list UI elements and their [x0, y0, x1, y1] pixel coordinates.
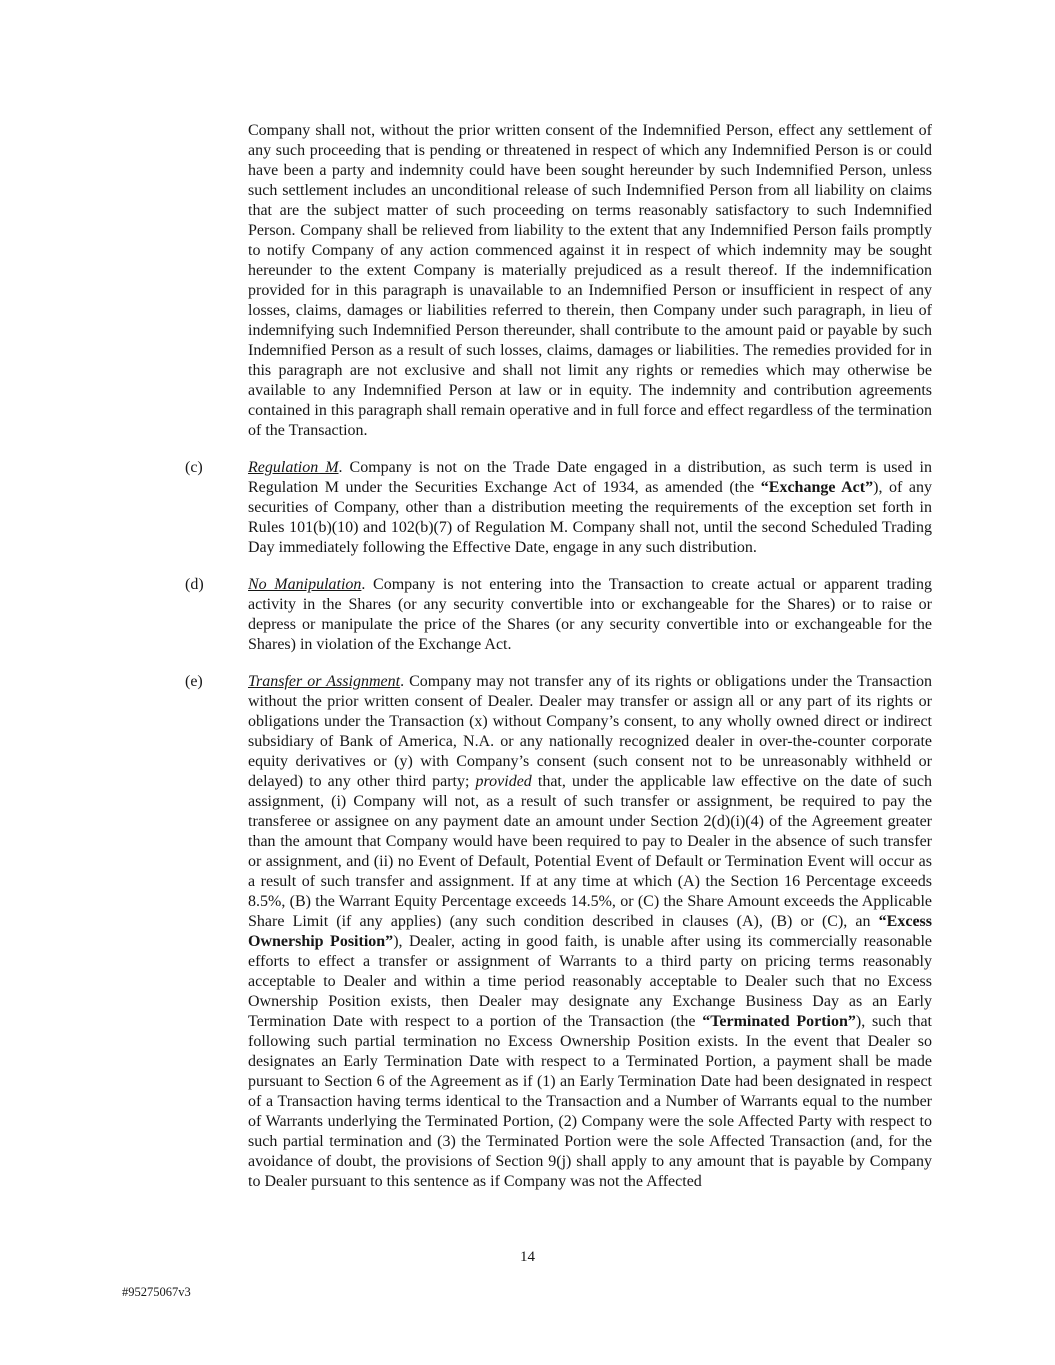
- text-run: No Manipulation: [248, 576, 362, 593]
- text-run: “Terminated Portion”: [702, 1013, 856, 1030]
- paragraph-text: [248, 575, 932, 655]
- text-run: Regulation M: [248, 459, 339, 476]
- text-run: Company shall not, without the prior written consent of the Indemnified Person, effect any settlement of any such proceeding that is pending or threatened in respect of which any Indemnified Person is or could have been a party and indemnity could have been sought hereunder by such Indemnified Person, unless such settlement includes an unconditional release of such Indemnified Person from all liability on claims that are the subject matter of such proceeding on terms reasonably satisfactory to such Indemnified Person. Company shall be relieved from liability to the extent that any Indemnified Person fails promptly to notify Company of any action commenced against it in respect of which indemnity may be sought hereunder to the extent Company is materially prejudiced as a result thereof. If the indemnification provided for in this paragraph is unavailable to an Indemnified Person or insufficient in respect of any losses, claims, damages or liabilities referred to therein, then Company under such paragraph, in lieu of indemnifying such Indemnified Person thereunder, shall contribute to the amount paid or payable by such Indemnified Person as a result of such losses, claims, damages or liabilities. The remedies provided for in this paragraph are not exclusive and shall not limit any rights or remedies which may otherwise be available to any Indemnified Person at law or in equity. The indemnity and contribution agreements contained in this paragraph shall remain operative and in full force and effect regardless of the termination of the Transaction.: [248, 122, 932, 439]
- text-run: “Excess Ownership Position”: [248, 913, 932, 950]
- paragraph: [185, 121, 932, 441]
- text-run: . Company is not entering into the Transaction to create actual or apparent trading activity in the Shares (or any security convertible into or exchangeable for the Shares) or to raise or depress or manipulate the price of the Shares (or any security convertible into or exchangeable for the Shares) in violation of the Exchange Act.: [248, 576, 933, 653]
- paragraph: [185, 458, 932, 558]
- text-run: “Exchange Act”: [760, 479, 874, 496]
- paragraph-label: [185, 121, 248, 441]
- text-run: ), Dealer, acting in good faith, is unable after using its commercially reasonable efforts to effect a transfer or assignment of Warrants to a third party on pricing terms reasonably acceptable to Dealer and within a time period reasonably acceptable to Dealer such that no Excess Ownership Position exists, then Dealer may designate any Exchange Business Day as an Early Termination Date with respect to a portion of the Transaction (the: [248, 933, 933, 1030]
- paragraph: [185, 672, 932, 1192]
- page-number: 14: [520, 1249, 535, 1265]
- paragraph-label: (e): [185, 673, 203, 690]
- paragraph-text: [248, 121, 932, 441]
- paragraph-text: [248, 458, 932, 558]
- text-run: ), of any securities of Company, other than a distribution meeting the requirements of the exception set forth in Rules 101(b)(10) and 102(b)(7) of Regulation M. Company shall not, until the second Scheduled Trading Day immediately following the Effective Date, engage in any such distribution.: [248, 479, 932, 556]
- text-run: that, under the applicable law effective on the date of such assignment, (i) Company will not, as a result of such transfer or assignment, be required to pay the transferee or assignee on any payment date an amount under Section 2(d)(i)(4) of the Agreement greater than the amount that Company would have been required to pay to Dealer in the absence of such transfer or assignment, and (ii) no Event of Default, Potential Event of Default or Termination Event will occur as a result of such transfer and assignment. If at any time at which (A) the Section 16 Percentage exceeds 8.5%, (B) the Warrant Equity Percentage exceeds 14.5%, or (C) the Share Amount exceeds the Applicable Share Limit (if any applies) (any such condition described in clauses (A), (B) or (C), an: [248, 773, 932, 930]
- text-run: ), such that following such partial termination no Excess Ownership Position exists. In the event that Dealer so designates an Early Termination Date with respect to a Terminated Portion, a payment shall be made pursuant to Section 6 of the Agreement as if (1) an Early Termination Date had been designated in respect of a Transaction having terms identical to the Transaction and a Number of Warrants equal to the number of Warrants underlying the Terminated Portion, (2) Company were the sole Affected Party with respect to such partial termination and (3) the Terminated Portion were the sole Affected Transaction (and, for the avoidance of doubt, the provisions of Section 9(j) shall apply to any amount that is payable by Company to Dealer pursuant to this sentence as if Company was not the Affected: [248, 1013, 932, 1190]
- text-run: . Company is not on the Trade Date engaged in a distribution, as such term is used in Regulation M under the Securities Exchange Act of 1934, as amended (the: [248, 459, 932, 496]
- paragraph-label: (d): [185, 576, 204, 593]
- text-run: . Company may not transfer any of its rights or obligations under the Transaction without the prior written consent of Dealer. Dealer may transfer or assign all or any part of its rights or obligations under the Transaction (x) without Company’s consent, to any wholly owned direct or indirect subsidiary of Bank of America, N.A. or any nationally recognized dealer in over-the-counter corporate equity derivatives or (y) with Company’s consent (such consent not to be unreasonably withheld or delayed) to any other third party;: [248, 673, 932, 790]
- document-id-stamp: #95275067v3: [122, 1285, 191, 1299]
- document-body: [185, 121, 932, 1209]
- paragraph-text: [248, 672, 932, 1192]
- paragraph-label: (c): [185, 459, 203, 476]
- text-run: provided: [475, 773, 532, 790]
- text-run: Transfer or Assignment: [248, 673, 401, 690]
- paragraph: [185, 575, 932, 655]
